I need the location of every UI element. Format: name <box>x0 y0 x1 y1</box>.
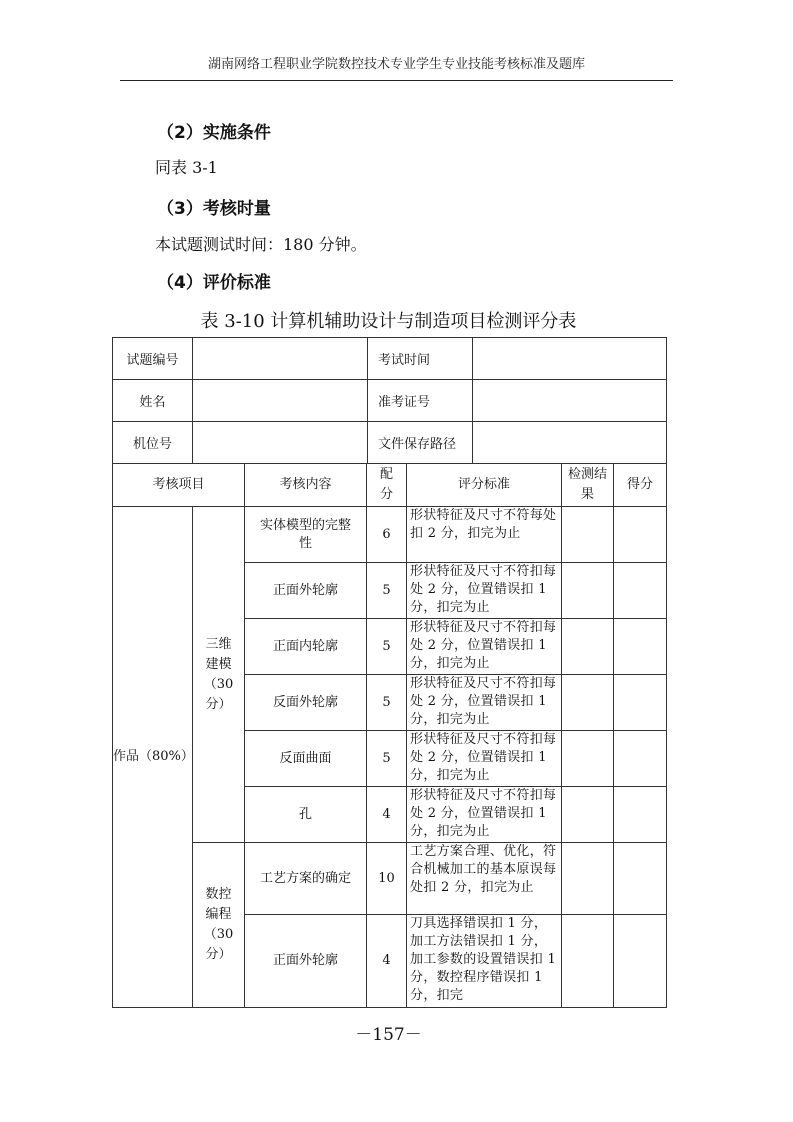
row-content: 正面外轮廓 <box>245 563 367 619</box>
row-score-field[interactable] <box>614 675 667 731</box>
table-caption: 表 3-10 计算机辅助设计与制造项目检测评分表 <box>200 311 577 332</box>
save-path-field[interactable] <box>473 422 667 464</box>
header-criteria: 评分标准 <box>407 464 562 507</box>
seat-label: 机位号 <box>113 422 193 464</box>
conditions-text: 同表 3-1 <box>155 158 218 177</box>
name-label: 姓名 <box>113 380 193 422</box>
exam-time-label: 考试时间 <box>368 338 473 380</box>
row-criteria: 工艺方案合理、优化，符合机械加工的基本原误每处扣 2 分，扣完为止 <box>407 843 562 915</box>
row-criteria: 形状特征及尺寸不符扣每处 2 分，位置错误扣 1 分，扣完为止 <box>407 619 562 675</box>
row-result-field[interactable] <box>562 507 614 563</box>
row-content: 正面外轮廓 <box>245 915 367 1008</box>
row-criteria: 形状特征及尺寸不符扣每处 2 分，位置错误扣 1 分，扣完为止 <box>407 675 562 731</box>
row-criteria: 形状特征及尺寸不符扣每处 2 分，位置错误扣 1 分，扣完为止 <box>407 731 562 787</box>
name-field[interactable] <box>193 380 368 422</box>
row-points: 5 <box>367 619 407 675</box>
score-table <box>112 463 667 1008</box>
header-result: 检测结果 <box>562 464 614 507</box>
row-points: 4 <box>367 787 407 843</box>
row-result-field[interactable] <box>562 787 614 843</box>
exam-no-label: 试题编号 <box>113 338 193 380</box>
row-score-field[interactable] <box>614 731 667 787</box>
row-points: 6 <box>367 507 407 563</box>
running-header: 湖南网络工程职业学院数控技术专业学生专业技能考核标准及题库 <box>207 57 585 72</box>
row-result-field[interactable] <box>562 619 614 675</box>
row-criteria: 刀具选择错误扣 1 分，加工方法错误扣 1 分，加工参数的设置错误扣 1 分，数控程序错误扣 1 分，扣完 <box>407 915 562 1008</box>
subgroup-cnc-programming: 数控编程（30分） <box>193 843 245 1008</box>
group-label: 作品（80%） <box>113 507 193 1008</box>
table-row <box>113 507 667 563</box>
exam-time-field[interactable] <box>473 338 667 380</box>
row-criteria: 形状特征及尺寸不符扣每处 2 分，位置错误扣 1 分，扣完为止 <box>407 787 562 843</box>
row-result-field[interactable] <box>562 563 614 619</box>
seat-field[interactable] <box>193 422 368 464</box>
header-content: 考核内容 <box>245 464 367 507</box>
row-points: 4 <box>367 915 407 1008</box>
section-heading-conditions: （2）实施条件 <box>157 123 271 143</box>
exam-info-table <box>112 337 667 464</box>
row-result-field[interactable] <box>562 843 614 915</box>
row-result-field[interactable] <box>562 915 614 1008</box>
table-row <box>113 843 667 915</box>
row-content: 反面外轮廓 <box>245 675 367 731</box>
header-row <box>113 464 667 507</box>
row-score-field[interactable] <box>614 843 667 915</box>
header-rule <box>120 80 673 81</box>
row-content: 实体模型的完整性 <box>245 507 367 563</box>
row-content: 孔 <box>245 787 367 843</box>
row-criteria: 形状特征及尺寸不符扣每处 2 分，位置错误扣 1 分，扣完为止 <box>407 563 562 619</box>
row-points: 5 <box>367 731 407 787</box>
row-score-field[interactable] <box>614 787 667 843</box>
header-score: 得分 <box>614 464 667 507</box>
row-result-field[interactable] <box>562 731 614 787</box>
ticket-field[interactable] <box>473 380 667 422</box>
row-points: 5 <box>367 563 407 619</box>
row-content: 工艺方案的确定 <box>245 843 367 915</box>
row-score-field[interactable] <box>614 507 667 563</box>
header-item: 考核项目 <box>113 464 245 507</box>
ticket-label: 准考证号 <box>368 380 473 422</box>
row-score-field[interactable] <box>614 619 667 675</box>
row-content: 反面曲面 <box>245 731 367 787</box>
row-points: 10 <box>367 843 407 915</box>
row-points: 5 <box>367 675 407 731</box>
section-heading-criteria: （4）评价标准 <box>157 273 271 293</box>
exam-no-field[interactable] <box>193 338 368 380</box>
row-result-field[interactable] <box>562 675 614 731</box>
row-score-field[interactable] <box>614 563 667 619</box>
duration-text: 本试题测试时间：180 分钟。 <box>155 235 367 254</box>
save-path-label: 文件保存路径 <box>368 422 473 464</box>
section-heading-duration: （3）考核时量 <box>157 199 271 219</box>
row-score-field[interactable] <box>614 915 667 1008</box>
row-criteria: 形状特征及尺寸不符每处扣 2 分，扣完为止 <box>407 507 562 563</box>
header-points: 配分 <box>367 464 407 507</box>
row-content: 正面内轮廓 <box>245 619 367 675</box>
page-number: －157－ <box>355 1025 422 1045</box>
subgroup-3d-modeling: 三维建模（30分） <box>193 507 245 843</box>
